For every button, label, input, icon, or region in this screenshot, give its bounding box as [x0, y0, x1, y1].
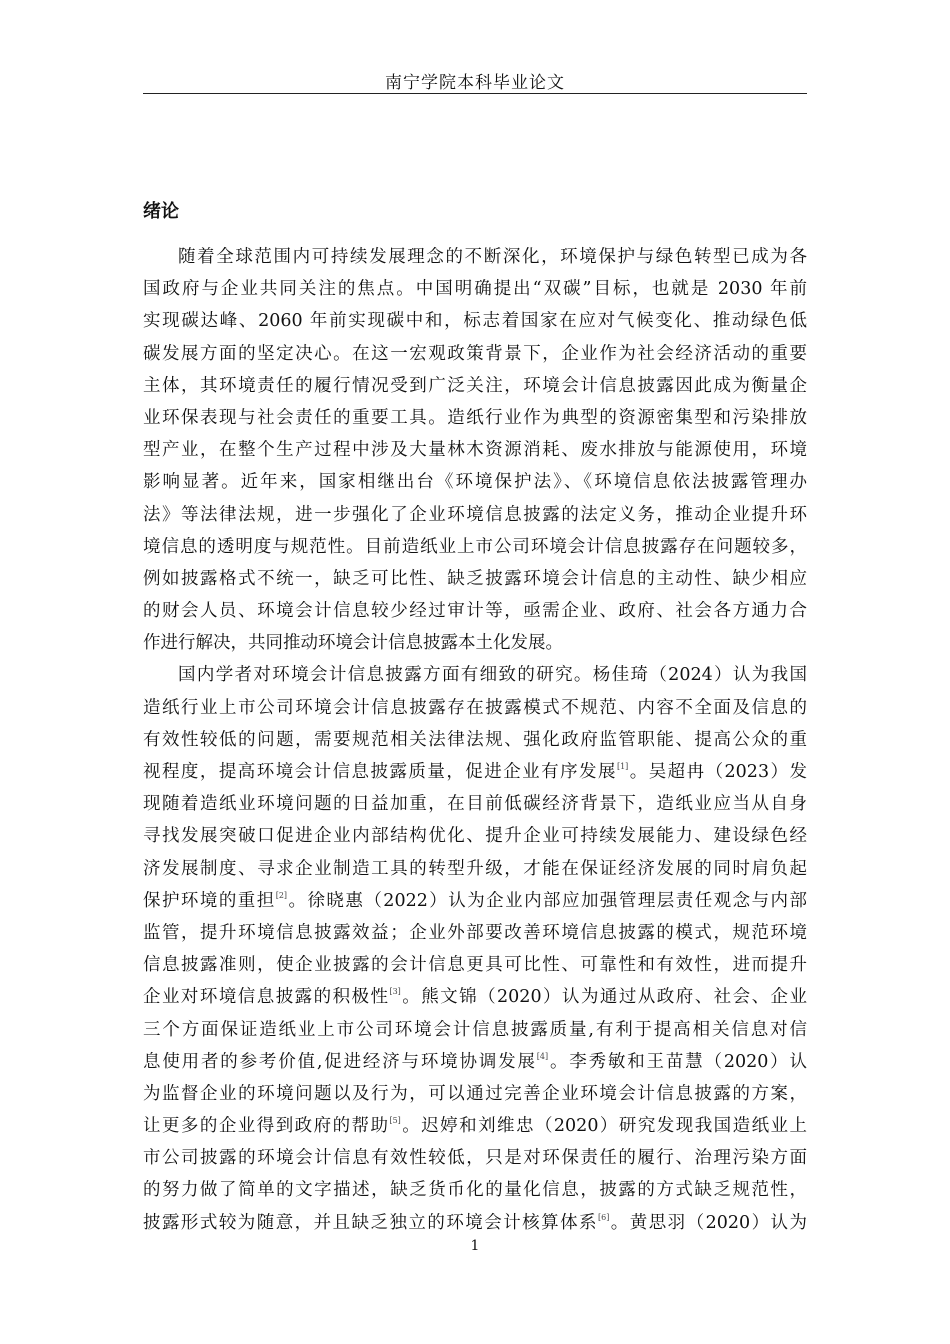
text-line: 法》等法律法规，进一步强化了企业环境信息披露的法定义务，推动企业提升环: [143, 504, 807, 525]
text-line: [143, 756, 807, 788]
section-heading: 绪论: [143, 201, 179, 222]
text-line: [143, 885, 807, 917]
text-line: 主体，其环境责任的履行情况受到广泛关注，环境会计信息披露因此成为衡量企: [143, 375, 807, 396]
text-line: 随着全球范围内可持续发展理念的不断深化，环境保护与绿色转型已成为各: [178, 247, 807, 267]
text-line: 例如披露格式不统一，缺乏可比性、缺乏披露环境会计信息的主动性、缺少相应: [143, 568, 807, 589]
text-segment: 企业对环境信息披露的积极性: [143, 987, 390, 1008]
citation-5: [5]: [389, 1116, 401, 1126]
text-segment: 保护环境的重担: [143, 890, 276, 911]
text-segment: 。黄思羽（2020）认为: [609, 1212, 808, 1233]
body-text: [143, 241, 807, 1239]
text-line: 济发展制度、寻求企业制造工具的转型升级，才能在保证经济发展的同时肩负起: [143, 858, 807, 879]
citation-3: [3]: [389, 987, 401, 997]
text-line: 的努力做了简单的文字描述，缺乏货币化的量化信息，披露的方式缺乏规范性，: [143, 1180, 807, 1201]
text-line: 型产业，在整个生产过程中涉及大量林木资源消耗、废水排放与能源使用，环境: [143, 440, 807, 461]
text-line: 监管，提升环境信息披露效益；企业外部要改善环境信息披露的模式，规范环境: [143, 922, 807, 943]
text-line: 为监督企业的环境问题以及行为，可以通过完善企业环境会计信息披露的方案，: [143, 1083, 807, 1104]
text-segment: 。徐晓惠（2022）认为企业内部应加强管理层责任观念与内部: [287, 890, 808, 911]
text-line: [143, 981, 807, 1013]
text-line: 影响显著。近年来，国家相继出台《环境保护法》、《环境信息依法披露管理办: [143, 472, 807, 493]
text-line: 市公司披露的环境会计信息有效性较低，只是对环保责任的履行、治理污染方面: [143, 1148, 807, 1169]
citation-2: [2]: [275, 890, 288, 900]
text-segment: 。迟婷和刘维忠（2020）研究发现我国造纸业上: [400, 1116, 807, 1137]
text-segment: 。李秀敏和王苗慧（2020）认: [548, 1051, 807, 1072]
text-line: 境信息的透明度与规范性。目前造纸业上市公司环境会计信息披露存在问题较多，: [143, 536, 807, 557]
text-line: 现随着造纸业环境问题的日益加重，在目前低碳经济背景下，造纸业应当从自身: [143, 794, 807, 815]
text-line: [143, 1207, 807, 1239]
text-segment: 披露形式较为随意，并且缺乏独立的环境会计核算体系: [143, 1212, 598, 1233]
text-segment: 息使用者的参考价值,促进经济与环境协调发展: [143, 1051, 537, 1072]
text-line: 业环保表现与社会责任的重要工具。造纸行业作为典型的资源密集型和污染排放: [143, 407, 807, 428]
text-line: 造纸行业上市公司环境会计信息披露存在披露模式不规范、内容不全面及信息的: [143, 697, 807, 718]
text-line: 三个方面保证造纸业上市公司环境会计信息披露质量,有利于提高相关信息对信: [143, 1019, 807, 1040]
text-line: 碳发展方面的坚定决心。在这一宏观政策背景下，企业作为社会经济活动的重要: [143, 343, 807, 364]
page-number: 1: [470, 1238, 480, 1254]
text-line: 作进行解决，共同推动环境会计信息披露本土化发展。: [143, 633, 563, 654]
text-line: 寻找发展突破口促进企业内部结构优化、提升企业可持续发展能力、建设绿色经: [143, 826, 807, 847]
text-line: 的财会人员、环境会计信息较少经过审计等，亟需企业、政府、社会各方通力合: [143, 601, 807, 622]
text-line: 有效性较低的问题，需要规范相关法律法规、强化政府监管职能、提高公众的重: [143, 729, 807, 750]
header-rule: [143, 93, 807, 94]
text-line: 国内学者对环境会计信息披露方面有细致的研究。杨佳琦（2024）认为我国: [178, 665, 807, 686]
text-segment: 。熊文锦（2020）认为通过从政府、社会、企业: [400, 987, 807, 1008]
text-line: 实现碳达峰、2060 年前实现碳中和，标志着国家在应对气候变化、推动绿色低: [143, 311, 807, 332]
running-header-title: 南宁学院本科毕业论文: [385, 73, 565, 93]
text-line: 信息披露准则，使企业披露的会计信息更具可比性、可靠性和有效性，进而提升: [143, 955, 807, 976]
citation-1: [1]: [616, 762, 629, 771]
text-segment: 视程度，提高环境会计信息披露质量，促进企业有序发展: [143, 762, 617, 782]
text-line: [143, 1110, 807, 1142]
text-line: 国政府与企业共同关注的焦点。中国明确提出“双碳”目标，也就是 2030 年前: [143, 279, 807, 300]
text-segment: 。吴超冉（2023）发: [628, 762, 807, 782]
citation-6: [6]: [598, 1212, 610, 1222]
citation-4: [4]: [536, 1051, 549, 1061]
text-line: [143, 1046, 807, 1078]
text-segment: 让更多的企业得到政府的帮助: [143, 1116, 390, 1137]
